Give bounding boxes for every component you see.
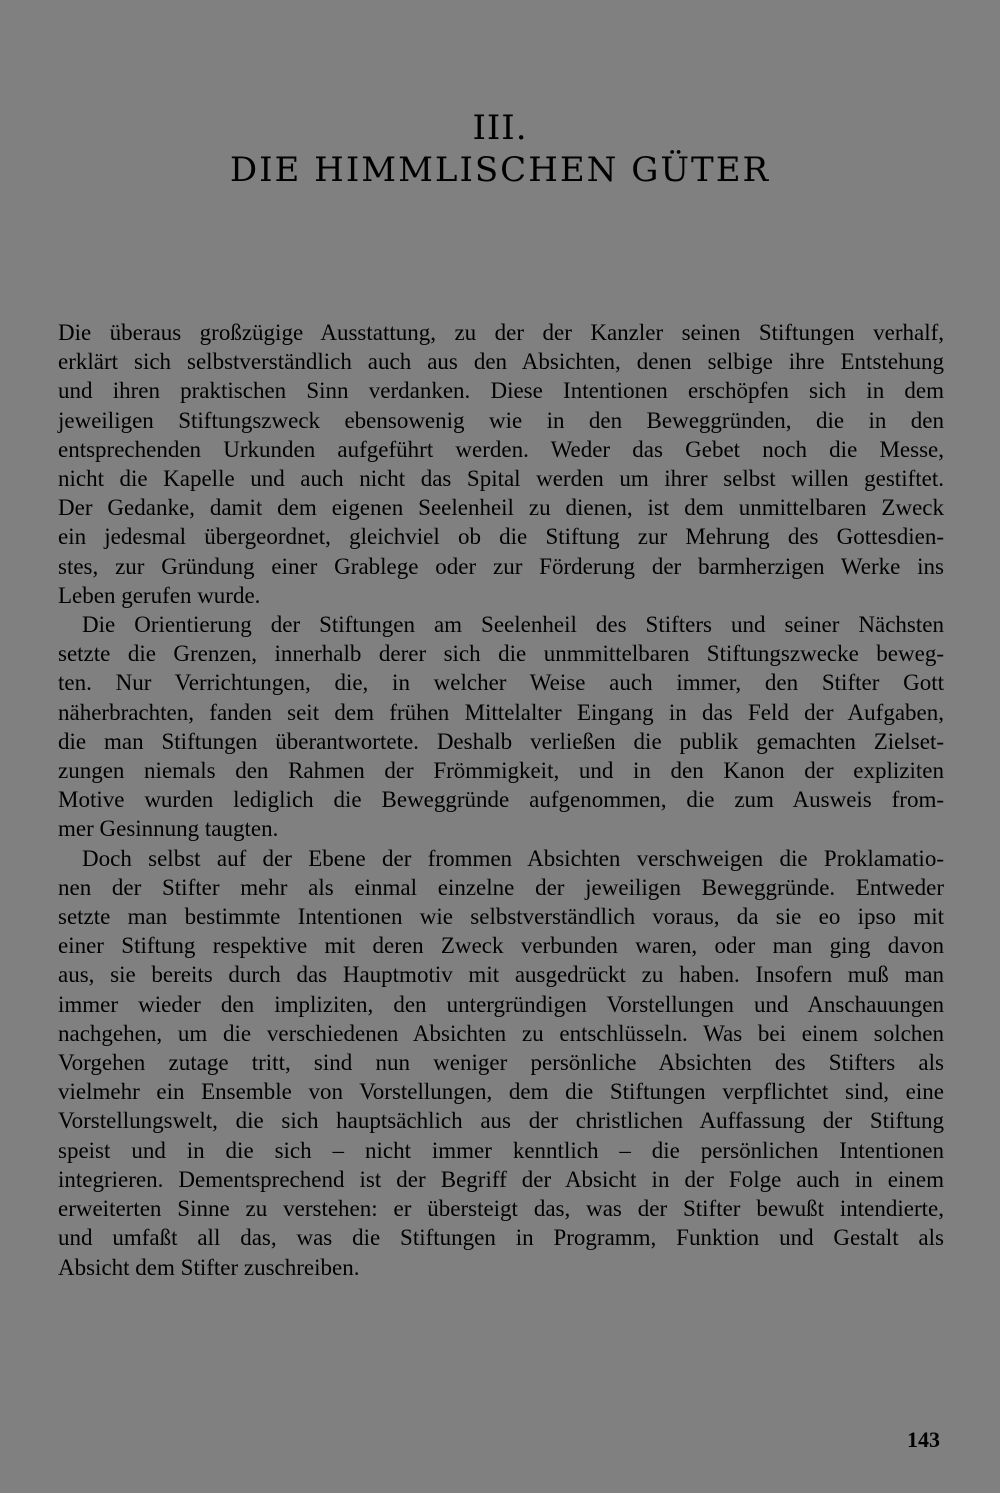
paragraph-1 [58,318,944,610]
text-line: ein jedesmal übergeordnet, gleichviel ob die Stiftung zur Mehrung des Gottesdien- [58,524,944,550]
text-line: nen der Stifter mehr als einmal einzelne der jeweiligen Beweggründe. Entweder [58,874,944,900]
text-line: und umfaßt all das, was die Stiftungen in Programm, Funktion und Gestalt als [58,1225,944,1251]
text-line: stes, zur Gründung einer Grablege oder zur Förderung der barmherzigen Werke ins [58,553,944,579]
text-line: erklärt sich selbstverständlich auch aus den Absichten, denen selbige ihre Entstehung [58,349,944,375]
text-line: setzte die Grenzen, innerhalb derer sich die unmmittelbaren Stiftungszwecke beweg- [58,641,944,667]
text-line: Vorgehen zutage tritt, sind nun weniger persönliche Absichten des Stifters als [58,1050,944,1076]
text-line: jeweiligen Stiftungszweck ebensowenig wie in den Beweggründen, die in den [58,407,944,433]
text-line: näherbrachten, fanden seit dem frühen Mittelalter Eingang in das Feld der Aufgaben, [58,699,944,725]
text-line: Der Gedanke, damit dem eigenen Seelenheil zu dienen, ist dem unmittelbaren Zweck [58,495,944,521]
text-line: ten. Nur Verrichtungen, die, in welcher Weise auch immer, den Stifter Gott [58,670,944,696]
text-line: zungen niemals den Rahmen der Frömmigkeit, und in den Kanon der expliziten [58,758,944,784]
text-line: nicht die Kapelle und auch nicht das Spital werden um ihrer selbst willen gestiftet. [58,466,944,492]
paragraph-3 [58,844,944,1282]
text-line: Die Orientierung der Stiftungen am Seelenheil des Stifters und seiner Nächsten [82,612,944,638]
text-line: Die überaus großzügige Ausstattung, zu der der Kanzler seinen Stiftungen verhalf, [58,320,944,345]
text-line: aus, sie bereits durch das Hauptmotiv mit ausgedrückt zu haben. Insofern muß man [58,962,944,988]
text-line: Doch selbst auf der Ebene der frommen Absichten verschweigen die Proklamatio- [82,845,944,871]
paragraph-2 [58,610,944,844]
text-line: Vorstellungswelt, die sich hauptsächlich aus der christlichen Auffassung der Stiftung [58,1108,944,1134]
text-line: erweiterten Sinne zu verstehen: er übersteigt das, was der Stifter bewußt intendierte, [58,1196,944,1222]
chapter-title: DIE HIMMLISCHEN GÜTER [229,150,771,190]
text-line: einer Stiftung respektive mit deren Zweck verbunden waren, oder man ging davon [58,933,944,959]
text-line: Absicht dem Stifter zuschreiben. [58,1254,360,1280]
text-line: mer Gesinnung taugten. [58,816,279,842]
text-line: Leben gerufen wurde. [58,582,261,608]
text-line: die man Stiftungen überantwortete. Deshalb verließen die publik gemachten Zielset- [58,728,944,754]
text-line: vielmehr ein Ensemble von Vorstellungen, dem die Stiftungen verpflichtet sind, eine [58,1079,944,1105]
text-line: Motive wurden lediglich die Beweggründe aufgenommen, die zum Ausweis from- [58,787,944,813]
text-line: setzte man bestimmte Intentionen wie selbstverständlich voraus, da sie eo ipso mit [58,904,944,930]
text-line: immer wieder den impliziten, den untergründigen Vorstellungen und Anschauungen [58,991,944,1017]
text-line: speist und in die sich – nicht immer kenntlich – die persönlichen Intentionen [58,1137,944,1163]
chapter-number: III. [472,108,528,148]
text-line: und ihren praktischen Sinn verdanken. Diese Intentionen erschöpfen sich in dem [58,378,944,404]
text-line: nachgehen, um die verschiedenen Absichten zu entschlüsseln. Was bei einem solchen [58,1020,944,1046]
text-line: entsprechenden Urkunden aufgeführt werden. Weder das Gebet noch die Messe, [58,436,944,462]
text-line: integrieren. Dementsprechend ist der Begriff der Absicht in der Folge auch in einem [58,1166,944,1192]
page-number: 143 [907,1427,940,1452]
body-text [58,318,944,1282]
